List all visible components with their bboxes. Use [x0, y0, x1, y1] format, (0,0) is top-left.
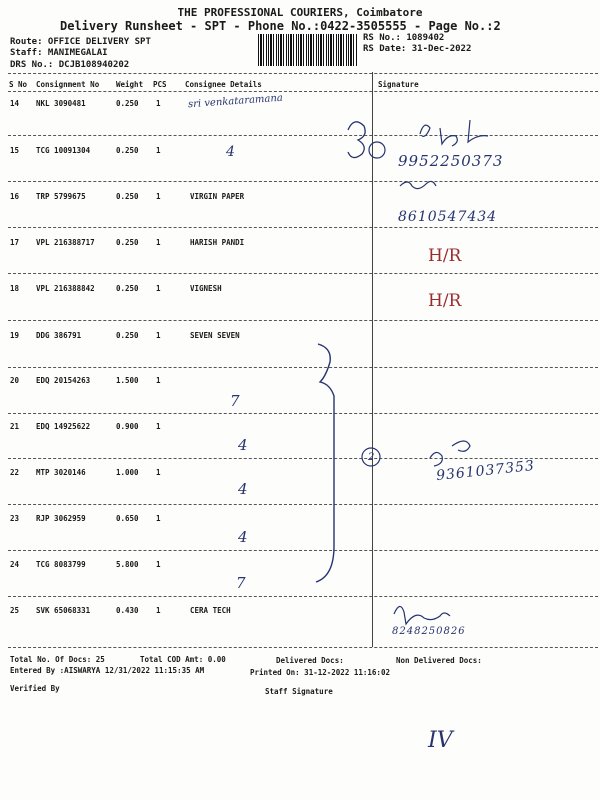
row-weight: 1.500 — [116, 376, 139, 385]
non-delivered-docs: Non Delivered Docs: — [396, 656, 482, 665]
signature-scribble — [430, 441, 470, 466]
brace-mark — [316, 344, 334, 582]
handwritten-circled-2: 2 — [368, 452, 375, 463]
row-pcs: 1 — [156, 514, 161, 523]
row-pcs: 1 — [156, 560, 161, 569]
printed-on: Printed On: 31-12-2022 11:16:02 — [250, 668, 390, 677]
entered-by: Entered By :AISWARYA 12/31/2022 11:15:35 AM — [10, 666, 205, 675]
rs-number: RS No.: 1089402 — [363, 33, 445, 43]
handwritten-4: 4 — [238, 436, 248, 454]
row-consignment: TCG 10091304 — [36, 146, 91, 155]
row-weight: 0.900 — [116, 422, 139, 431]
row-pcs: 1 — [156, 376, 161, 385]
col-consignee: Consignee Details — [185, 80, 262, 89]
runsheet-subtitle: Delivery Runsheet - SPT - Phone No.:0422-3505555 - Page No.:2 — [60, 19, 501, 33]
signature-scribble — [420, 120, 488, 146]
row-pcs: 1 — [156, 468, 161, 477]
staff-label: Staff: MANIMEGALAI — [10, 48, 108, 58]
handwritten-4: 4 — [226, 144, 235, 160]
handwritten-hr: H/R — [428, 291, 462, 311]
circled-mark — [362, 448, 380, 466]
row-sno: 25 — [10, 606, 20, 615]
handwritten-7: 7 — [236, 574, 246, 592]
total-cod: Total COD Amt: 0.00 — [140, 655, 226, 664]
row-consignment: EDQ 20154263 — [36, 376, 91, 385]
row-weight: 1.000 — [116, 468, 139, 477]
row-pcs: 1 — [156, 284, 161, 293]
row-consignee: VIGNESH — [190, 284, 222, 293]
signature-scribble — [348, 122, 365, 158]
row-weight: 0.250 — [116, 99, 139, 108]
row-consignment: DDG 386791 — [36, 331, 82, 340]
row-sno: 17 — [10, 238, 20, 247]
row-sno: 19 — [10, 331, 20, 340]
row-pcs: 1 — [156, 146, 161, 155]
row-sno: 15 — [10, 146, 20, 155]
handwritten-phone: 9952250373 — [398, 152, 504, 170]
company-title: THE PROFESSIONAL COURIERS, Coimbatore — [177, 6, 423, 19]
row-consignment: VPL 216388842 — [36, 284, 95, 293]
row-consignment: TCG 8083799 — [36, 560, 86, 569]
row-weight: 0.250 — [116, 238, 139, 247]
row-consignment: NKL 3090481 — [36, 99, 86, 108]
row-sno: 24 — [10, 560, 20, 569]
handwritten-4: 4 — [238, 528, 248, 546]
route-label: Route: OFFICE DELIVERY SPT — [10, 37, 151, 47]
col-weight: Weight — [116, 80, 144, 89]
handwritten-page-note: IV — [428, 728, 453, 753]
row-consignee: VIRGIN PAPER — [190, 192, 245, 201]
drs-number: DRS No.: DCJB108940202 — [10, 60, 130, 70]
delivered-docs: Delivered Docs: — [276, 656, 344, 665]
signature-scribble — [394, 606, 450, 624]
row-sno: 18 — [10, 284, 20, 293]
row-pcs: 1 — [156, 606, 161, 615]
row-consignee: CERA TECH — [190, 606, 231, 615]
row-sno: 22 — [10, 468, 20, 477]
circled-mark — [369, 142, 385, 158]
row-consignment: VPL 216388717 — [36, 238, 95, 247]
handwritten-name: sri venkataramana — [187, 92, 284, 111]
row-sno: 20 — [10, 376, 20, 385]
row-consignment: SVK 65068331 — [36, 606, 91, 615]
row-pcs: 1 — [156, 238, 161, 247]
handwritten-phone: 8610547434 — [398, 209, 498, 225]
handwritten-phone: 9361037353 — [435, 457, 536, 485]
row-consignee: SEVEN SEVEN — [190, 331, 240, 340]
row-weight: 0.250 — [116, 146, 139, 155]
handwritten-phone: 8248250826 — [392, 626, 466, 637]
handwritten-7: 7 — [230, 392, 240, 410]
col-signature: Signature — [378, 80, 419, 89]
handwritten-4: 4 — [238, 480, 248, 498]
row-weight: 5.800 — [116, 560, 139, 569]
row-sno: 23 — [10, 514, 20, 523]
row-sno: 21 — [10, 422, 20, 431]
rs-date: RS Date: 31-Dec-2022 — [363, 44, 472, 54]
row-pcs: 1 — [156, 422, 161, 431]
row-sno: 14 — [10, 99, 20, 108]
col-consignment: Consignment No — [36, 80, 100, 89]
row-consignment: RJP 3062959 — [36, 514, 86, 523]
row-weight: 0.430 — [116, 606, 139, 615]
col-sno: S No — [9, 80, 28, 89]
row-weight: 0.250 — [116, 192, 139, 201]
row-weight: 0.250 — [116, 331, 139, 340]
row-consignment: EDQ 14925622 — [36, 422, 91, 431]
verified-by: Verified By — [10, 684, 60, 693]
row-pcs: 1 — [156, 331, 161, 340]
row-weight: 0.250 — [116, 284, 139, 293]
row-pcs: 1 — [156, 99, 161, 108]
row-consignee: HARISH PANDI — [190, 238, 245, 247]
signature-scribble — [400, 181, 436, 188]
row-consignment: TRP 5799675 — [36, 192, 86, 201]
total-docs: Total No. Of Docs: 25 — [10, 655, 105, 664]
row-pcs: 1 — [156, 192, 161, 201]
staff-signature: Staff Signature — [265, 687, 333, 696]
row-consignment: MTP 3020146 — [36, 468, 86, 477]
col-pcs: PCS — [153, 80, 167, 89]
handwritten-hr: H/R — [428, 246, 462, 266]
row-weight: 0.650 — [116, 514, 139, 523]
row-sno: 16 — [10, 192, 20, 201]
